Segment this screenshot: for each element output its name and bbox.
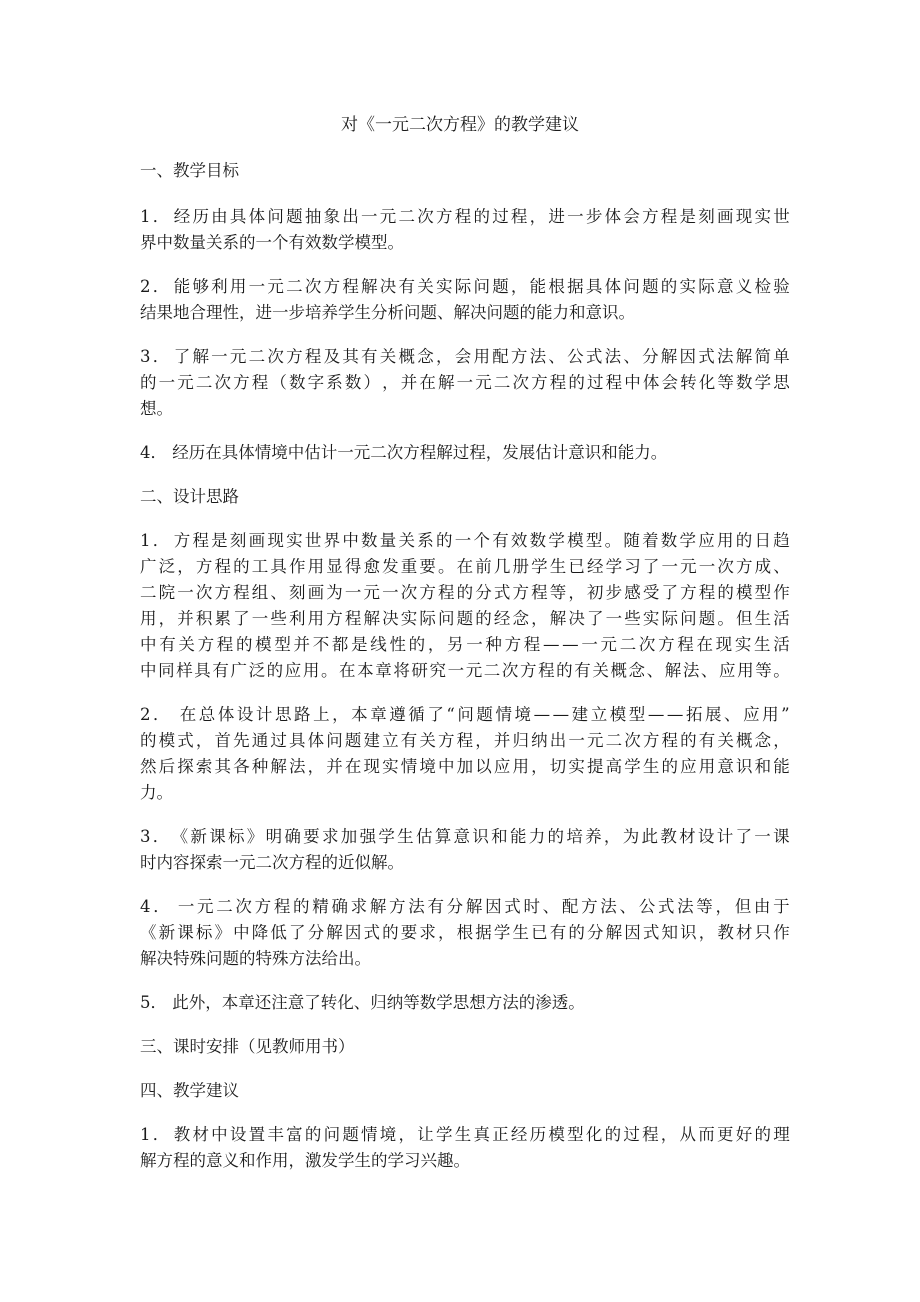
paragraph-line: 力。 xyxy=(140,783,173,802)
paragraph-line: 结果地合理性，进一步培养学生分析问题、解决问题的能力和意识。 xyxy=(140,303,635,322)
paragraph-line: 中 同 样 具 有 广 泛 的 应 用 。 在 本 章 将 研 究 一 元 二 次 方 程 的 有 关 概 念 、 解 法 、 应 用 等 。 xyxy=(140,661,790,680)
paragraph-line: 解方程的意义和作用，激发学生的学习兴趣。 xyxy=(140,1151,470,1170)
section-heading: 四、教学建议 xyxy=(140,1081,239,1100)
paragraph-line: 界中数量关系的一个有效数学模型。 xyxy=(140,233,404,252)
section-heading: 三、课时安排（见教师用书） xyxy=(140,1037,355,1056)
document-title: 对《一元二次方程》的教学建议 xyxy=(341,115,579,135)
paragraph-line: 时内容探索一元二次方程的近似解。 xyxy=(140,853,404,872)
paragraph-line: 3 ． 《 新 课 标 》 明 确 要 求 加 强 学 生 估 算 意 识 和 能 力 的 培 养 ， 为 此 教 材 设 计 了 一 课 xyxy=(140,827,790,846)
section-heading: 一、教学目标 xyxy=(140,161,239,180)
section-heading: 二、设计思路 xyxy=(140,487,239,506)
paragraph-line: 1 ． 教 材 中 设 置 丰 富 的 问 题 情 境 ， 让 学 生 真 正 经 历 模 型 化 的 过 程 ， 从 而 更 好 的 理 xyxy=(140,1125,790,1144)
paragraph-line: 2 ． 能 够 利 用 一 元 二 次 方 程 解 决 有 关 实 际 问 题 ， 能 根 据 具 体 问 题 的 实 际 意 义 检 验 xyxy=(140,277,790,296)
paragraph-line: 解决特殊问题的特殊方法给出。 xyxy=(140,949,371,968)
paragraph-line: 二 院 一 次 方 程 组 、 刻 画 为 一 元 一 次 方 程 的 分 式 方 程 等 ， 初 步 感 受 了 方 程 的 模 型 作 xyxy=(140,583,790,602)
paragraph-line: 1 ． 经 历 由 具 体 问 题 抽 象 出 一 元 二 次 方 程 的 过 程 ， 进 一 步 体 会 方 程 是 刻 画 现 实 世 xyxy=(140,207,790,226)
paragraph-line: 想。 xyxy=(140,399,173,418)
paragraph-line: 的 一 元 二 次 方 程 （ 数 字 系 数 ） ， 并 在 解 一 元 二 次 方 程 的 过 程 中 体 会 转 化 等 数 学 思 xyxy=(140,373,790,392)
paragraph-line: 的 模 式 ， 首 先 通 过 具 体 问 题 建 立 有 关 方 程 ， 并 归 纳 出 一 元 二 次 方 程 的 有 关 概 念 ， xyxy=(140,731,790,750)
paragraph-line: 4 ． 一 元 二 次 方 程 的 精 确 求 解 方 法 有 分 解 因 式 时 、 配 方 法 、 公 式 法 等 ， 但 由 于 xyxy=(140,897,790,916)
paragraph-line: 《 新 课 标 》 中 降 低 了 分 解 因 式 的 要 求 ， 根 据 学 生 已 有 的 分 解 因 式 知 识 ， 教 材 只 作 xyxy=(140,923,790,942)
paragraph-line: 4． 经历在具体情境中估计一元二次方程解过程，发展估计意识和能力。 xyxy=(140,443,668,462)
paragraph-line: 5． 此外，本章还注意了转化、归纳等数学思想方法的渗透。 xyxy=(140,993,585,1012)
paragraph-line: 1 ． 方 程 是 刻 画 现 实 世 界 中 数 量 关 系 的 一 个 有 效 数 学 模 型 。 随 着 数 学 应 用 的 日 趋 xyxy=(140,531,790,550)
paragraph-line: 2 ． 在 总 体 设 计 思 路 上 ， 本 章 遵 循 了 “ 问 题 情 境 — — 建 立 模 型 — — 拓 展 、 应 用 ” xyxy=(140,705,790,724)
paragraph-line: 3 ． 了 解 一 元 二 次 方 程 及 其 有 关 概 念 ， 会 用 配 方 法 、 公 式 法 、 分 解 因 式 法 解 简 单 xyxy=(140,347,790,366)
paragraph-line: 广 泛 ， 方 程 的 工 具 作 用 显 得 愈 发 重 要 。 在 前 几 册 学 生 已 经 学 习 了 一 元 一 次 方 成 、 xyxy=(140,557,790,576)
paragraph-line: 然 后 探 索 其 各 种 解 法 ， 并 在 现 实 情 境 中 加 以 应 用 ， 切 实 提 高 学 生 的 应 用 意 识 和 能 xyxy=(140,757,790,776)
paragraph-line: 用 ， 并 积 累 了 一 些 利 用 方 程 解 决 实 际 问 题 的 经 念 ， 解 决 了 一 些 实 际 问 题 。 但 生 活 xyxy=(140,609,790,628)
paragraph-line: 中 有 关 方 程 的 模 型 并 不 都 是 线 性 的 ， 另 一 种 方 程 — — 一 元 二 次 方 程 在 现 实 生 活 xyxy=(140,635,790,654)
